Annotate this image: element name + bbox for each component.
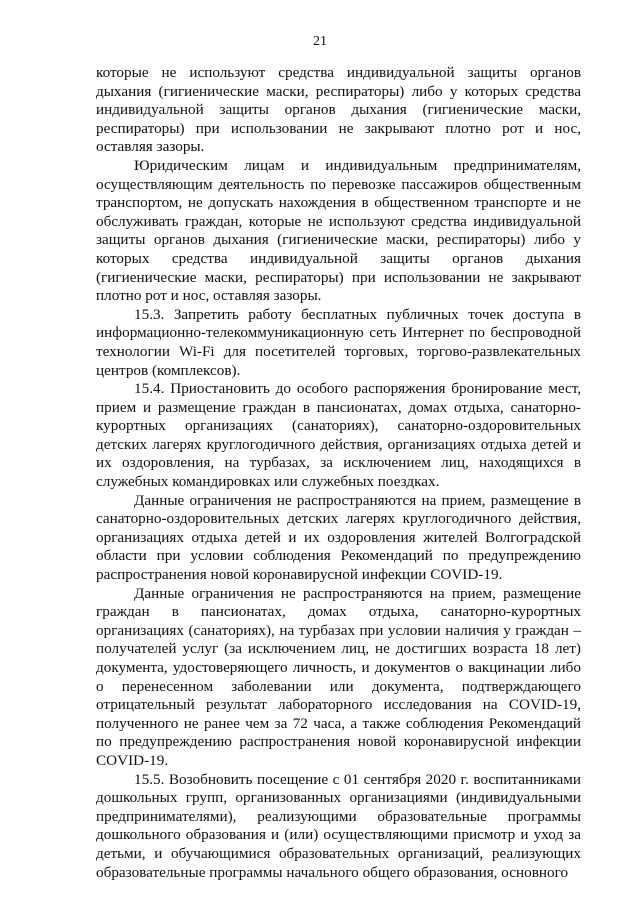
paragraph-15-3: 15.3. Запретить работу бесплатных публичных точек доступа в информационно-телекоммуникационную сеть Интернет по беспроводной технологии Wi-Fi для посетителей торговых, торгово-развлекательных центров (комплексов).	[96, 305, 581, 379]
paragraph-legal-entities: Юридическим лицам и индивидуальным предпринимателям, осуществляющим деятельность по перевозке пассажиров общественным транспортом, не допускать нахождения в общественном транспорте и не обслуживать граждан, которые не используют средства индивидуальной защиты органов дыхания (гигиенические маски, респираторы) либо у которых средства индивидуальной защиты органов дыхания (гигиенические маски, респираторы) при использовании не закрывают плотно рот и нос, оставляя зазоры.	[96, 156, 581, 305]
paragraph-15-4: 15.4. Приостановить до особого распоряжения бронирование мест, прием и размещение граждан в пансионатах, домах отдыха, санаторно-курортных организациях (санаториях), санаторно-оздоровительных детских лагерях круглогодичного действия, организациях отдыха детей и их оздоровления, на турбазах, за исключением лиц, находящихся в служебных командировках или служебных поездках.	[96, 380, 581, 491]
page-number: 21	[313, 34, 327, 49]
paragraph-15-5: 15.5. Возобновить посещение с 01 сентября 2020 г. воспитанниками дошкольных групп, организованных организациями (индивидуальными предпринимателями), реализующими образовательные программы дошкольного образования и (или) осуществляющими присмотр и уход за детьми, и обучающимися образовательных организаций, реализующих образовательные программы начального общего образования, основного	[96, 770, 581, 881]
paragraph-continuation: которые не используют средства индивидуальной защиты органов дыхания (гигиенические маски, респираторы) либо у которых средства индивидуальной защиты органов дыхания (гигиенические маски, респираторы) при использовании не закрывают плотно рот и нос, оставляя зазоры.	[96, 64, 581, 156]
paragraph-exception-camps: Данные ограничения не распространяются на прием, размещение в санаторно-оздоровительных детских лагерях круглогодичного действия, организациях отдыха детей и их оздоровления жителей Волгоградской области при условии соблюдения Рекомендаций по предупреждению распространения новой коронавирусной инфекции COVID-19.	[96, 491, 581, 584]
document-body	[96, 64, 581, 882]
paragraph-exception-resorts: Данные ограничения не распространяются на прием, размещение граждан в пансионатах, домах отдыха, санаторно-курортных организациях (санаториях), на турбазах при условии наличия у граждан – получателей услуг (за исключением лиц, не достигших возраста 18 лет) документа, удостоверяющего личность, и документов о вакцинации либо о перенесенном заболевании или документа, подтверждающего отрицательный результат лабораторного исследования на COVID-19, полученного не ранее чем за 72 часа, а также соблюдения Рекомендаций по предупреждению распространения новой коронавирусной инфекции COVID-19.	[96, 584, 581, 769]
